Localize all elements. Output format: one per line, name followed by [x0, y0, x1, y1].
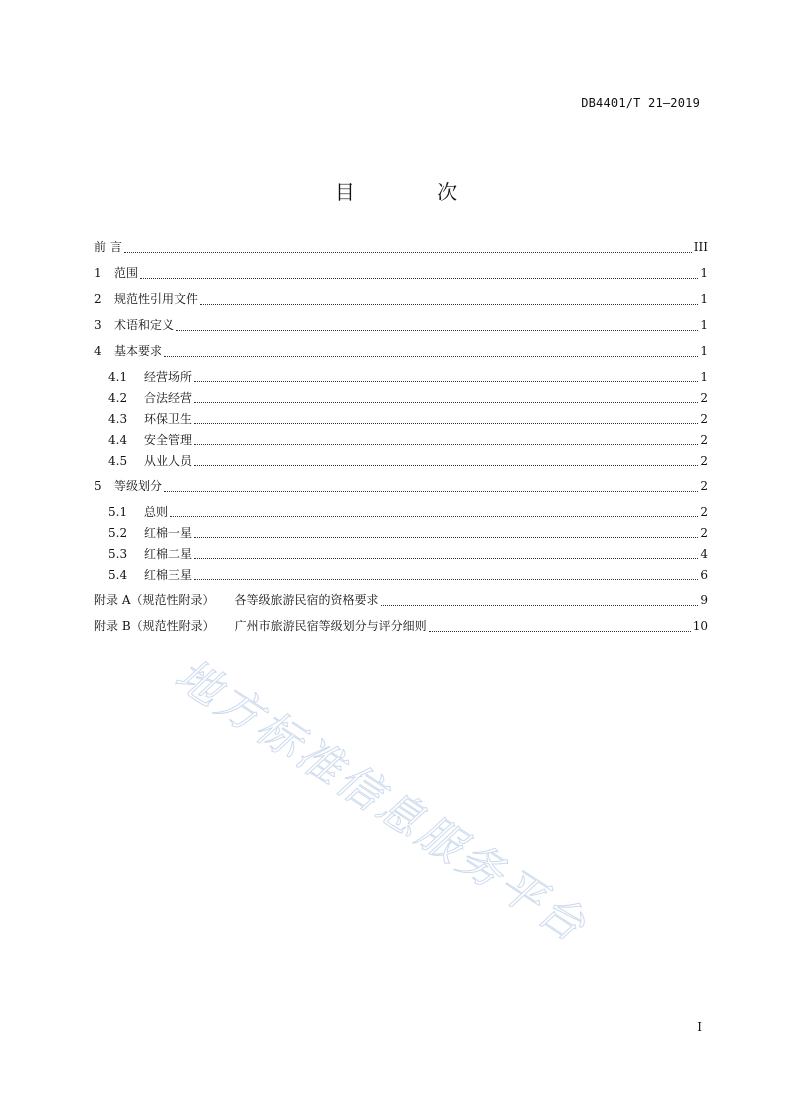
watermark: 地方标准信息服务平台 [166, 649, 597, 954]
toc-entry-number: 2 [94, 292, 102, 306]
toc-entry-label: 红棉二星 [144, 547, 193, 561]
toc-entry-page: 9 [700, 593, 708, 607]
toc-entry-page: 4 [700, 547, 708, 561]
dot-leader [124, 251, 692, 253]
dot-leader [170, 515, 698, 517]
toc-entry[interactable] [94, 524, 708, 545]
toc-entry[interactable] [94, 342, 708, 364]
toc-entry[interactable] [94, 591, 708, 613]
dot-leader [429, 630, 691, 632]
toc-entry-number: 4.2 [108, 391, 128, 405]
toc-entry-page: 2 [700, 479, 708, 493]
dot-leader [381, 604, 699, 606]
toc-entry-page: 2 [700, 391, 708, 405]
page-number: I [697, 1020, 702, 1034]
toc-entry[interactable] [94, 290, 708, 312]
toc-entry-number: 5.4 [108, 568, 128, 582]
dot-leader [200, 303, 698, 305]
toc-entry-page: 2 [700, 433, 708, 447]
dot-leader [194, 401, 698, 403]
dot-leader [140, 277, 698, 279]
toc-entry-number: 4.5 [108, 454, 128, 468]
toc-entry[interactable] [94, 617, 708, 639]
toc-entry-label: 规范性引用文件 [114, 292, 199, 306]
toc-entry-number: 4 [94, 344, 102, 358]
toc-entry-number: 附录 A（规范性附录） [94, 593, 215, 607]
toc-entry-page: III [693, 240, 708, 254]
toc-entry-number: 5.2 [108, 526, 128, 540]
toc-entry-page: 2 [700, 505, 708, 519]
toc-entry-label: 术语和定义 [114, 318, 175, 332]
toc-entry-label: 范围 [114, 266, 139, 280]
toc-entry[interactable] [94, 477, 708, 499]
toc-entry[interactable] [94, 431, 708, 452]
toc-entry-page: 1 [700, 370, 708, 384]
toc-entry-number: 附录 B（规范性附录） [94, 619, 215, 633]
toc-entry-page: 1 [700, 318, 708, 332]
dot-leader [194, 443, 698, 445]
toc-entry-page: 1 [700, 266, 708, 280]
dot-leader [176, 329, 698, 331]
toc-entry-label: 安全管理 [144, 433, 193, 447]
toc-entry-number: 4.4 [108, 433, 128, 447]
dot-leader [194, 380, 698, 382]
toc-entry-page: 6 [700, 568, 708, 582]
toc-entry-number: 1 [94, 266, 102, 280]
toc-entry-number: 5.3 [108, 547, 128, 561]
toc-entry[interactable] [94, 368, 708, 389]
toc-entry[interactable] [94, 566, 708, 587]
toc-entry[interactable] [94, 264, 708, 286]
page-title: 目 次 [334, 180, 496, 204]
toc-entry-page: 1 [700, 292, 708, 306]
dot-leader [164, 490, 698, 492]
toc-entry[interactable] [94, 389, 708, 410]
toc-entry-page: 1 [700, 344, 708, 358]
toc-entry-number: 前 言 [94, 240, 122, 254]
dot-leader [194, 578, 698, 580]
toc-entry[interactable] [94, 503, 708, 524]
dot-leader [194, 557, 698, 559]
toc-entry-number: 3 [94, 318, 102, 332]
standard-number: DB4401/T 21—2019 [581, 96, 700, 110]
toc-entry-label: 总则 [144, 505, 169, 519]
toc-entry-label: 等级划分 [114, 479, 163, 493]
toc-entry[interactable] [94, 545, 708, 566]
toc-entry-number: 4.3 [108, 412, 128, 426]
dot-leader [194, 422, 698, 424]
toc-entry-number: 5 [94, 479, 102, 493]
toc-entry-label: 经营场所 [144, 370, 193, 384]
toc-entry-label: 从业人员 [144, 454, 193, 468]
toc-entry-label: 红棉三星 [144, 568, 193, 582]
table-of-contents [94, 238, 708, 639]
toc-entry[interactable] [94, 316, 708, 338]
dot-leader [164, 355, 698, 357]
toc-entry-number: 5.1 [108, 505, 128, 519]
toc-entry-label: 各等级旅游民宿的资格要求 [234, 593, 379, 607]
toc-entry-page: 2 [700, 412, 708, 426]
toc-entry[interactable] [94, 238, 708, 260]
dot-leader [194, 536, 698, 538]
toc-entry[interactable] [94, 452, 708, 473]
dot-leader [194, 464, 698, 466]
toc-entry-label: 合法经营 [144, 391, 193, 405]
toc-entry-label: 广州市旅游民宿等级划分与评分细则 [234, 619, 427, 633]
toc-entry-page: 10 [692, 619, 708, 633]
toc-entry-page: 2 [700, 454, 708, 468]
toc-entry-label: 环保卫生 [144, 412, 193, 426]
toc-entry-label: 基本要求 [114, 344, 163, 358]
toc-entry-label: 红棉一星 [144, 526, 193, 540]
toc-entry-number: 4.1 [108, 370, 128, 384]
toc-entry-page: 2 [700, 526, 708, 540]
toc-entry[interactable] [94, 410, 708, 431]
